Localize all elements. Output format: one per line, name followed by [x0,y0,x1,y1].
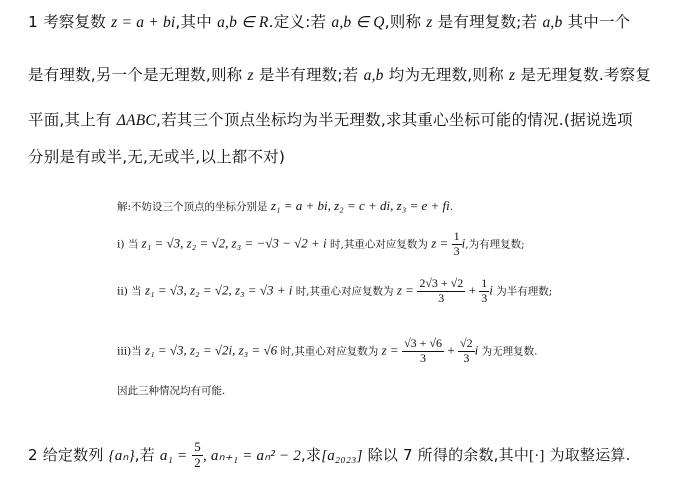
plus-sign: + [447,342,455,358]
formula: z₁ = a + bi, z₂ = c + di, z₃ = e + fi [270,198,450,213]
problem1-line2 [28,63,651,85]
text: ,其中 [175,13,212,31]
denominator: 3 [438,290,445,305]
formula: a,b [363,67,384,84]
formula: z₁ = √3, z₂ = √2i, z₃ = √6 [145,342,278,358]
fraction [452,230,462,259]
formula: i [461,235,466,251]
fraction [192,440,203,471]
text: 除以 7 所得的余数,其中 [367,445,530,464]
problem1-line4 [28,145,285,167]
solution-case1 [117,230,525,259]
numerator: 5 [194,439,201,454]
formula: ΔABC [116,112,156,129]
problem-number: 1 [28,13,39,31]
text: .定义:若 [268,13,327,31]
text: 平面,其上有 [28,111,112,129]
denominator: 3 [481,290,488,305]
denominator: 3 [420,350,427,365]
case-label: iii)当 [117,345,142,358]
formula: [·] [529,447,545,464]
text: 解:不妨设三个顶点的坐标分别是 [117,201,268,213]
text: 均为无理数,则称 [388,66,504,84]
text: 为取整运算. [549,445,631,464]
text: 时,其重心对应复数为 [295,285,394,298]
formula: z = [381,342,399,358]
formula: a,b ∈ R [217,14,269,31]
problem2-line [28,440,631,471]
fraction [458,337,475,366]
case-label: ii) 当 [117,285,142,298]
text: ,若 [134,445,155,464]
fraction [402,337,444,366]
formula: {aₙ} [108,447,135,464]
formula: , aₙ₊₁ = aₙ² − 2 [202,447,302,464]
text: 给定数列 [42,445,104,464]
problem1-line3 [28,108,633,130]
text: . [449,201,454,213]
text: 时,其重心对应复数为 [280,345,379,358]
text: 因此三种情况均有可能. [117,385,226,397]
text: 是有理数,另一个是无理数,则称 [28,66,243,84]
formula: z = a + bi [111,14,176,31]
numerator: 2√3 + √2 [419,276,464,290]
solution-case2 [117,277,552,306]
numerator: 1 [453,229,460,243]
text: ,求 [301,445,322,464]
text: 是半有理数;若 [258,66,359,84]
text: ,则称 [384,13,422,31]
fraction [417,277,465,306]
text: 时,其重心对应复数为 [330,238,428,251]
problem1-line1 [28,10,630,32]
text: ,为有理复数; [465,238,525,251]
numerator: 1 [481,276,488,290]
denominator: 3 [463,350,470,365]
text: 是无理复数.考察复 [520,66,652,84]
fraction [479,277,489,306]
text: 为无理复数. [481,345,538,358]
formula: [a₂₀₂₃] [321,447,363,464]
formula: z [247,67,254,84]
formula: z₁ = √3, z₂ = √2, z₃ = √3 + i [145,282,293,298]
formula: a,b ∈ Q [331,14,385,31]
formula: z₁ = √3, z₂ = √2, z₃ = −√3 − √2 + i [141,235,327,251]
text: 考察复数 [43,13,107,31]
problem-number: 2 [28,445,38,464]
solution-case3 [117,337,537,366]
text: ,若其三个顶点坐标均为半无理数,求其重心坐标可能的情况.(据说选项 [155,111,633,129]
text: 分别是有或半,无,无或半,以上都不对) [28,148,286,166]
text: 其中一个 [567,13,631,31]
formula: a,b [542,14,563,31]
formula: z = [396,282,414,298]
formula: z = [431,235,449,251]
denominator: 2 [194,454,201,470]
numerator: √2 [460,336,473,350]
text: 是有理复数;若 [437,13,538,31]
solution-intro [117,198,453,214]
formula: a₁ = [159,447,188,464]
plus-sign: + [468,282,476,298]
solution-conclusion [117,383,225,398]
formula: i [489,282,493,298]
case-label: i) 当 [117,238,139,251]
formula: z [426,14,433,31]
formula: i [474,342,479,358]
numerator: √3 + √6 [404,336,443,350]
denominator: 3 [453,243,460,258]
text: 为半有理数; [496,285,553,298]
formula: z [508,67,516,84]
